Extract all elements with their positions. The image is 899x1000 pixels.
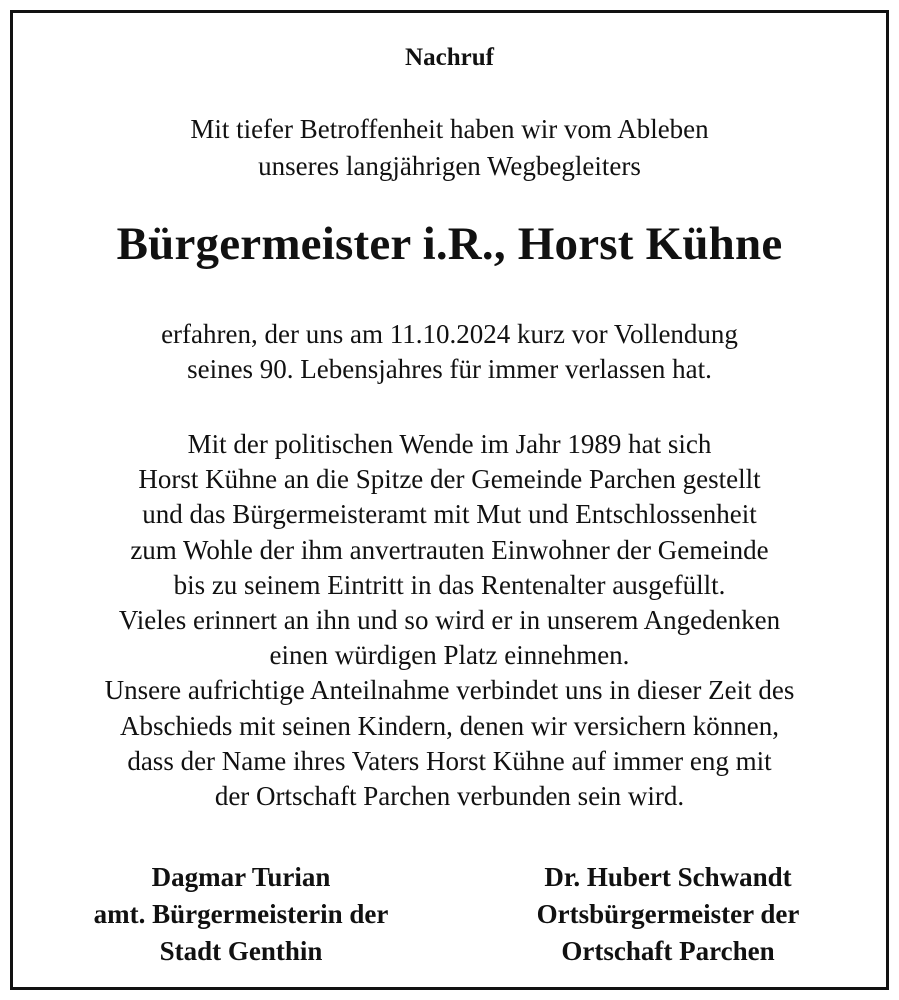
tribute-line: Abschieds mit seinen Kindern, denen wir versichern können, <box>119 710 780 741</box>
tribute-line: Mit der politischen Wende im Jahr 1989 hat sich <box>187 429 712 459</box>
tribute-line: dass der Name ihres Vaters Horst Kühne auf immer eng mit <box>127 745 772 776</box>
signatory-name: Dr. Hubert Schwandt <box>544 862 792 892</box>
deceased-name: Bürgermeister i.R., Horst Kühne <box>116 218 783 270</box>
death-info-line: erfahren, der uns am 11.10.2024 kurz vor Vollendung <box>161 319 738 349</box>
tribute-text <box>13 427 886 814</box>
tribute-line: zum Wohle der ihm anvertrauten Einwohner der Gemeinde <box>130 534 769 565</box>
obituary-heading: Nachruf <box>405 44 494 71</box>
intro-text <box>13 111 886 185</box>
intro-line: unseres langjährigen Wegbegleiters <box>258 151 641 181</box>
signatory-title: Ortschaft Parchen <box>561 936 775 966</box>
signatory-right <box>458 859 878 970</box>
intro-line: Mit tiefer Betroffenheit haben wir vom Ableben <box>190 114 709 144</box>
tribute-line: der Ortschaft Parchen verbunden sein wird. <box>214 781 685 812</box>
obituary-frame <box>10 10 889 990</box>
tribute-line: Vieles erinnert an ihn und so wird er in unserem Angedenken <box>118 605 781 636</box>
tribute-line: einen würdigen Platz einnehmen. <box>269 640 630 671</box>
signatory-left <box>31 859 451 970</box>
signatory-title: Stadt Genthin <box>159 936 323 966</box>
signatures <box>13 859 886 979</box>
tribute-line: bis zu seinem Eintritt in das Rentenalter ausgefüllt. <box>173 569 726 600</box>
tribute-line: Unsere aufrichtige Anteilnahme verbindet uns in dieser Zeit des <box>104 675 795 706</box>
death-info <box>13 317 886 387</box>
tribute-line: Horst Kühne an die Spitze der Gemeinde Parchen gestellt <box>138 464 761 495</box>
signatory-title: Ortsbürgermeister der <box>536 899 800 929</box>
signatory-title: amt. Bürgermeisterin der <box>93 899 389 929</box>
death-info-line: seines 90. Lebensjahres für immer verlassen hat. <box>187 354 712 384</box>
signatory-name: Dagmar Turian <box>151 862 331 892</box>
tribute-line: und das Bürgermeisteramt mit Mut und Entschlossenheit <box>142 499 757 530</box>
